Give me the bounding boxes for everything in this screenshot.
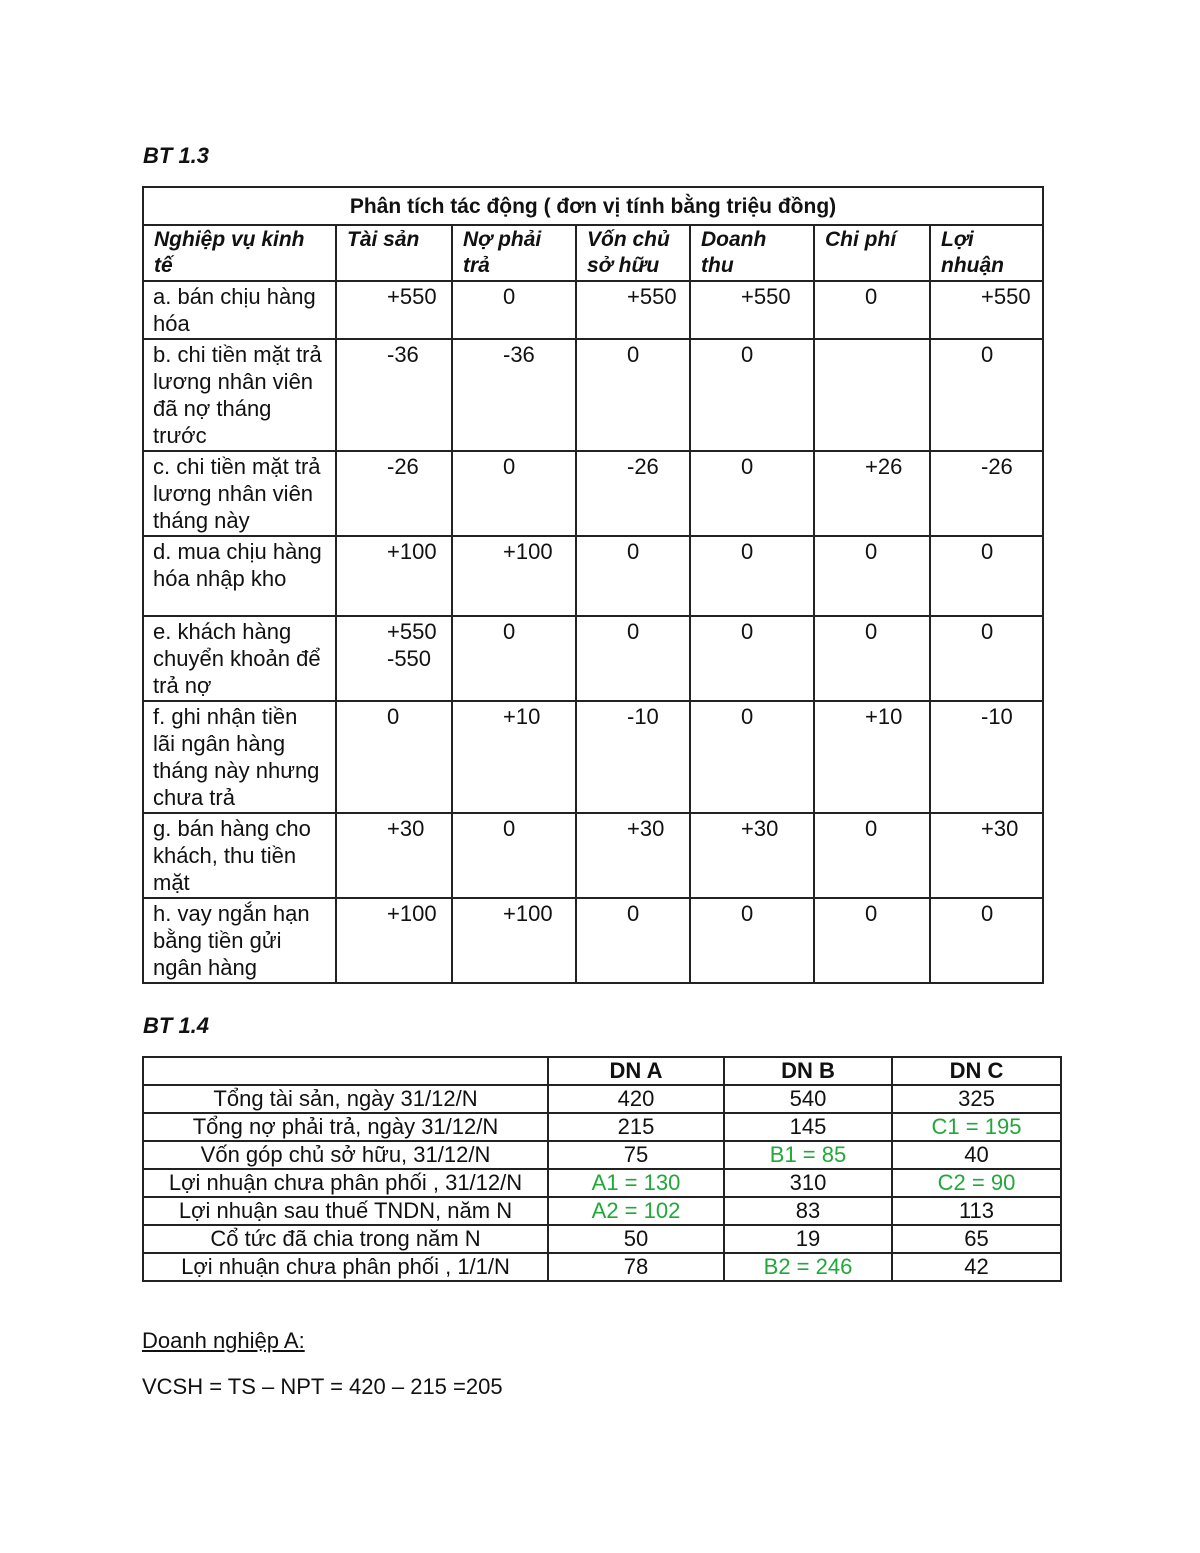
transaction-description: f. ghi nhận tiền lãi ngân hàng tháng này nhưng chưa trả [143, 701, 336, 813]
row-label: Lợi nhuận sau thuế TNDN, năm N [143, 1197, 548, 1225]
impact-value: -36 [452, 339, 576, 451]
company-value: 83 [724, 1197, 892, 1225]
column-header: DN C [892, 1057, 1061, 1085]
company-value: 75 [548, 1141, 724, 1169]
impact-value: 0 [690, 616, 814, 701]
company-value: 65 [892, 1225, 1061, 1253]
impact-value: -26 [576, 451, 690, 536]
column-header: Vốn chủ sở hữu [576, 225, 690, 281]
impact-analysis-table [142, 186, 1044, 984]
table-row [143, 1141, 1061, 1169]
column-header: DN B [724, 1057, 892, 1085]
impact-value: 0 [452, 451, 576, 536]
impact-value: +550 -550 [336, 616, 452, 701]
impact-value: 0 [576, 339, 690, 451]
impact-value: -10 [576, 701, 690, 813]
company-value: 420 [548, 1085, 724, 1113]
row-label: Tổng nợ phải trả, ngày 31/12/N [143, 1113, 548, 1141]
impact-value: 0 [452, 616, 576, 701]
impact-value: +30 [690, 813, 814, 898]
column-header: Nghiệp vụ kinh tế [143, 225, 336, 281]
impact-value: +30 [930, 813, 1043, 898]
company-value: B1 = 85 [724, 1141, 892, 1169]
company-value: B2 = 246 [724, 1253, 892, 1281]
table-row [143, 1169, 1061, 1197]
impact-value: 0 [930, 536, 1043, 616]
company-value: 540 [724, 1085, 892, 1113]
table-row [143, 898, 1043, 983]
bt14-heading: BT 1.4 [143, 1013, 210, 1038]
impact-value: -36 [336, 339, 452, 451]
impact-value: 0 [690, 451, 814, 536]
impact-value: 0 [814, 281, 930, 339]
impact-value: 0 [576, 536, 690, 616]
table-row [143, 813, 1043, 898]
column-header [143, 1057, 548, 1085]
impact-value: +100 [452, 536, 576, 616]
table-row [143, 701, 1043, 813]
row-label: Lợi nhuận chưa phân phối , 1/1/N [143, 1253, 548, 1281]
impact-value: 0 [814, 616, 930, 701]
transaction-description: e. khách hàng chuyển khoản để trả nợ [143, 616, 336, 701]
company-value: 42 [892, 1253, 1061, 1281]
table-row [143, 1253, 1061, 1281]
company-value: 215 [548, 1113, 724, 1141]
company-a-heading: Doanh nghiệp A: [142, 1328, 305, 1353]
impact-value: +550 [690, 281, 814, 339]
column-header: Nợ phải trả [452, 225, 576, 281]
impact-value: +100 [452, 898, 576, 983]
impact-value: +10 [452, 701, 576, 813]
impact-value: 0 [814, 898, 930, 983]
impact-value: 0 [814, 536, 930, 616]
transaction-description: g. bán hàng cho khách, thu tiền mặt [143, 813, 336, 898]
transaction-description: d. mua chịu hàng hóa nhập kho [143, 536, 336, 616]
impact-value: 0 [930, 339, 1043, 451]
impact-value: 0 [576, 616, 690, 701]
table-row [143, 1113, 1061, 1141]
table-row [143, 1197, 1061, 1225]
table-header-row [143, 225, 1043, 281]
impact-value: 0 [930, 898, 1043, 983]
row-label: Tổng tài sản, ngày 31/12/N [143, 1085, 548, 1113]
company-value: 145 [724, 1113, 892, 1141]
transaction-description: b. chi tiền mặt trả lương nhân viên đã nợ tháng trước [143, 339, 336, 451]
company-value: C2 = 90 [892, 1169, 1061, 1197]
impact-value: +550 [930, 281, 1043, 339]
impact-value: +26 [814, 451, 930, 536]
company-value: 78 [548, 1253, 724, 1281]
impact-value: +30 [336, 813, 452, 898]
company-value: 325 [892, 1085, 1061, 1113]
impact-value: +30 [576, 813, 690, 898]
table-row [143, 616, 1043, 701]
impact-value: 0 [690, 701, 814, 813]
row-label: Cổ tức đã chia trong năm N [143, 1225, 548, 1253]
company-value: 50 [548, 1225, 724, 1253]
table-row [143, 536, 1043, 616]
company-value: A1 = 130 [548, 1169, 724, 1197]
impact-value: 0 [930, 616, 1043, 701]
impact-value: +10 [814, 701, 930, 813]
impact-value: 0 [690, 898, 814, 983]
transaction-description: a. bán chịu hàng hóa [143, 281, 336, 339]
table-row [143, 451, 1043, 536]
company-balance-table [142, 1056, 1062, 1282]
row-label: Lợi nhuận chưa phân phối , 31/12/N [143, 1169, 548, 1197]
impact-value: 0 [576, 898, 690, 983]
transaction-description: c. chi tiền mặt trả lương nhân viên tháng này [143, 451, 336, 536]
impact-value [814, 339, 930, 451]
impact-value: +550 [336, 281, 452, 339]
impact-value: 0 [336, 701, 452, 813]
impact-value: -10 [930, 701, 1043, 813]
column-header: Chi phí [814, 225, 930, 281]
company-value: 310 [724, 1169, 892, 1197]
company-value: 19 [724, 1225, 892, 1253]
table-row [143, 1225, 1061, 1253]
impact-value: 0 [452, 281, 576, 339]
row-label: Vốn góp chủ sở hữu, 31/12/N [143, 1141, 548, 1169]
impact-value: 0 [814, 813, 930, 898]
impact-value: 0 [452, 813, 576, 898]
impact-value: 0 [690, 536, 814, 616]
table-header-row [143, 1057, 1061, 1085]
column-header: Doanh thu [690, 225, 814, 281]
impact-value: +100 [336, 898, 452, 983]
table-row [143, 281, 1043, 339]
impact-value: 0 [690, 339, 814, 451]
column-header: Tài sản [336, 225, 452, 281]
company-value: 40 [892, 1141, 1061, 1169]
column-header: Lợi nhuận [930, 225, 1043, 281]
table-title: Phân tích tác động ( đơn vị tính bằng triệu đồng) [143, 187, 1043, 225]
table-row [143, 339, 1043, 451]
bt13-heading: BT 1.3 [143, 143, 210, 168]
equity-equation: VCSH = TS – NPT = 420 – 215 =205 [142, 1374, 503, 1399]
impact-value: -26 [336, 451, 452, 536]
impact-value: -26 [930, 451, 1043, 536]
column-header: DN A [548, 1057, 724, 1085]
impact-value: +100 [336, 536, 452, 616]
company-value: 113 [892, 1197, 1061, 1225]
company-value: C1 = 195 [892, 1113, 1061, 1141]
transaction-description: h. vay ngắn hạn bằng tiền gửi ngân hàng [143, 898, 336, 983]
company-value: A2 = 102 [548, 1197, 724, 1225]
impact-value: +550 [576, 281, 690, 339]
table-row [143, 1085, 1061, 1113]
